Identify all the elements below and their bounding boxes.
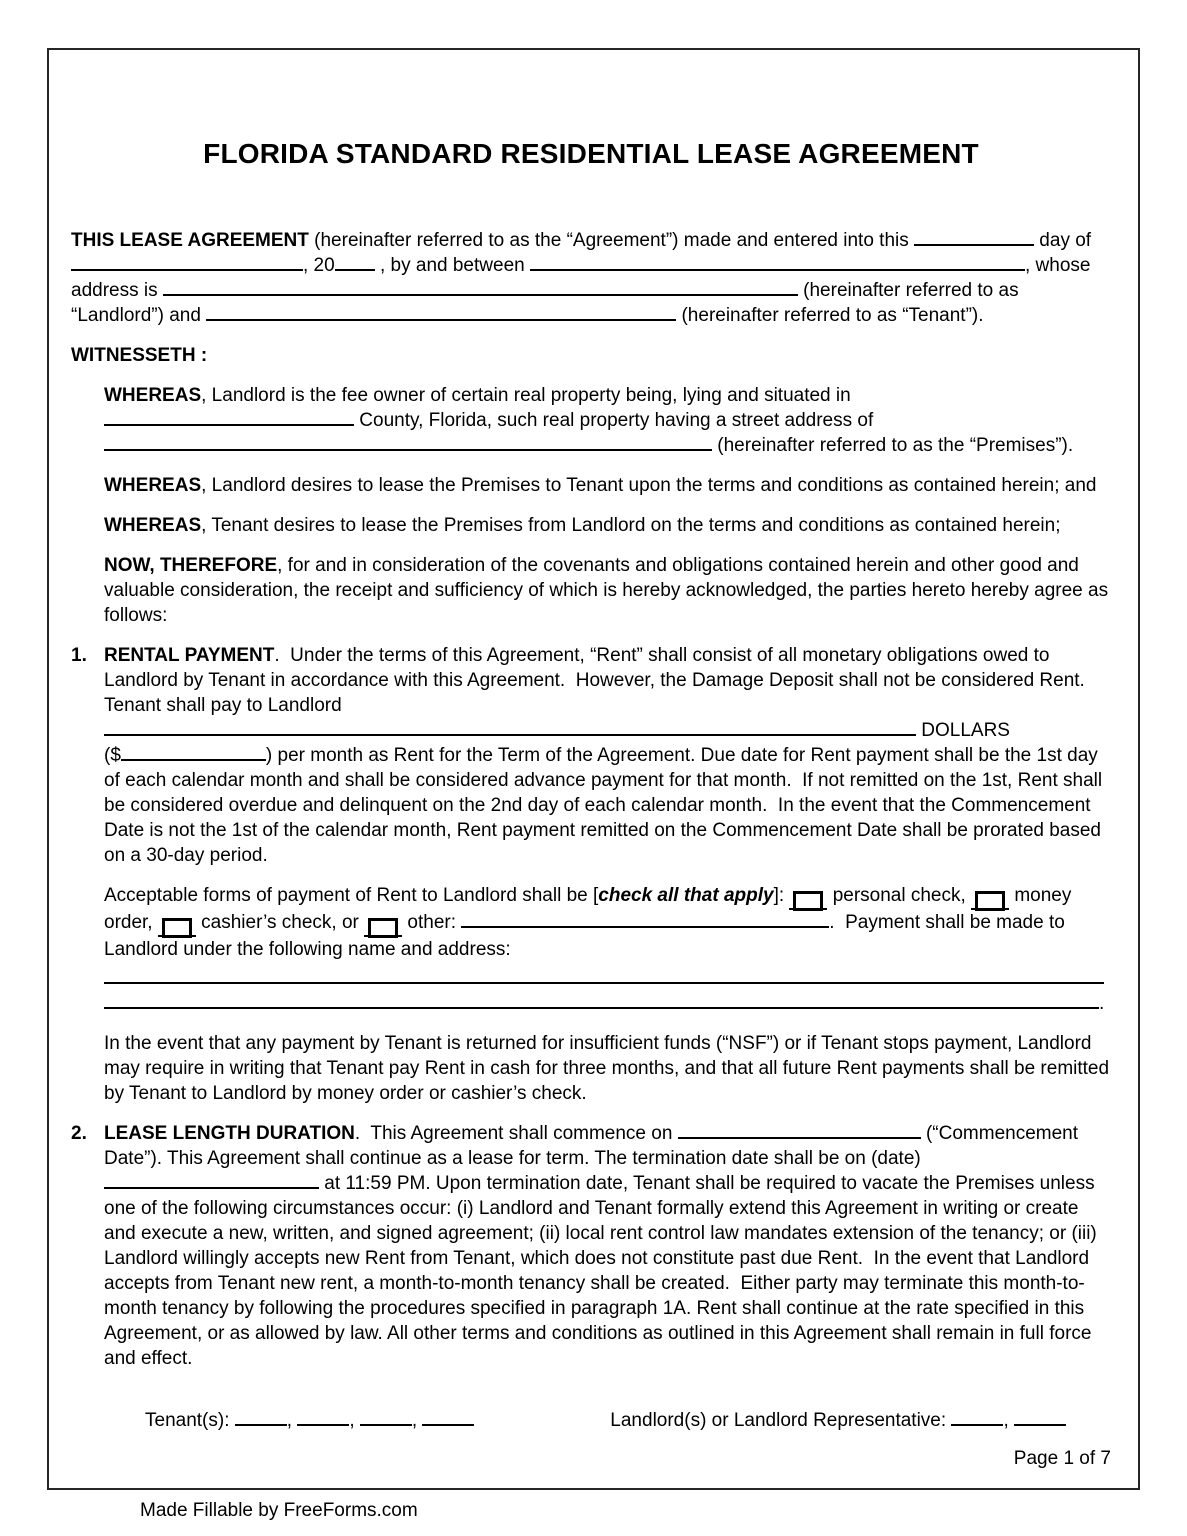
now-therefore-paragraph (104, 553, 1111, 628)
text-run: Landlord(s) or Landlord Representative: (610, 1410, 952, 1431)
text-run: , by and between (374, 255, 530, 276)
section-text (104, 1121, 1111, 1371)
payment-forms-paragraph (104, 883, 1111, 962)
text-run: County, Florida, such real property having a street address of (354, 410, 874, 431)
text-run: . This Agreement shall commence on (354, 1123, 678, 1144)
text-run: personal check, (827, 885, 972, 906)
blank-tenant-name[interactable] (206, 303, 676, 321)
tenant-initial-1[interactable] (235, 1408, 287, 1426)
text-run: , (349, 1410, 360, 1431)
text-run: check all that apply (598, 885, 774, 906)
document-body (71, 228, 1111, 1371)
text-run: (hereinafter referred to as the “Agreement”) made and entered into this (308, 230, 915, 251)
text-run: Tenant(s): (145, 1410, 235, 1431)
section-rental-payment (71, 643, 1111, 868)
text-run: , for and in consideration of the covenants and obligations contained herein and other good and valuable consideration, the receipt and sufficiency of which is hereby acknowledged, the parties hereto hereby agree as follows: (104, 555, 1109, 626)
text-run: . Under the terms of this Agreement, “Rent” shall consist of all monetary obligations owed to Landlord by Tenant in accordance with this Agreement. However, the Damage Deposit shall not be considered Rent. Tenant shall pay to Landlord (104, 645, 1085, 716)
tenant-initial-3[interactable] (360, 1408, 412, 1426)
blank-rent-amount-words[interactable] (104, 718, 916, 736)
blank-day[interactable] (914, 228, 1034, 246)
document-title: FLORIDA STANDARD RESIDENTIAL LEASE AGREEMENT (203, 138, 979, 169)
blank-payee-line-1[interactable] (104, 966, 1104, 984)
blank-payee-line-2[interactable] (104, 991, 1099, 1009)
text-run: In the event that any payment by Tenant is returned for insufficient funds (“NSF”) or if Tenant stops payment, Landlord may require in writing that Tenant pay Rent in cash for three months, and that all future Rent payments shall be remitted by Tenant to Landlord by money order or cashier’s check. (104, 1033, 1110, 1104)
document-page (47, 48, 1140, 1490)
checkbox-personal-check[interactable] (789, 886, 827, 910)
text-run: NOW, THEREFORE (104, 555, 278, 576)
text-run: WHEREAS (104, 475, 202, 496)
text-run: THIS LEASE AGREEMENT (71, 230, 309, 251)
payee-name-address-lines (104, 966, 1111, 1016)
blank-year[interactable] (335, 253, 375, 271)
text-run: ]: (773, 885, 790, 906)
text-run: Acceptable forms of payment of Rent to Landlord shall be [ (104, 885, 599, 906)
blank-landlord-name[interactable] (530, 253, 1025, 271)
text-run: . (1099, 993, 1105, 1014)
tenant-initial-4[interactable] (422, 1408, 474, 1426)
text-run: money order, (104, 885, 1072, 933)
blank-rent-amount-numeric[interactable] (121, 743, 266, 761)
checkbox-money-order[interactable] (971, 886, 1009, 910)
text-run: , Landlord desires to lease the Premises to Tenant upon the terms and conditions as contained herein; and (201, 475, 1097, 496)
blank-landlord-address[interactable] (163, 278, 798, 296)
checkbox-other[interactable] (364, 913, 402, 937)
text-run: cashier’s check, or (195, 912, 365, 933)
checkbox-cashiers-check[interactable] (158, 913, 196, 937)
text-run: WHEREAS (104, 385, 202, 406)
text-run: , Landlord is the fee owner of certain real property being, lying and situated in (201, 385, 851, 406)
text-run: , (1003, 1410, 1014, 1431)
text-run: WHEREAS (104, 515, 202, 536)
blank-commencement-date[interactable] (678, 1121, 921, 1139)
checkbox-box-icon (368, 918, 398, 938)
text-run: WITNESSETH : (71, 345, 208, 366)
text-run: at 11:59 PM. Upon termination date, Tenant shall be required to vacate the Premises unless one of the following circumstances occur: (i) Landlord and Tenant formally extend this Agreement in writing or create and execute a new, written, and signed agreement; (ii) local rent control law mandates extension of the tenancy; or (iii) Landlord willingly accepts new Rent from Tenant, which does not constitute past due Rent. In the event that Landlord accepts from Tenant new rent, a month-to-month tenancy shall be created. Either party may terminate this month-to-month tenancy by following the procedures specified in paragraph 1A. Rent shall continue at the rate specified in this Agreement, or as allowed by law. All other terms and conditions as outlined in this Agreement shall remain in full force and effect. (104, 1173, 1097, 1369)
text-run: DOLLARS (916, 720, 1010, 741)
text-run: RENTAL PAYMENT (104, 645, 275, 666)
landlord-initial-2[interactable] (1014, 1408, 1066, 1426)
text-run: , Tenant desires to lease the Premises from Landlord on the terms and conditions as contained herein; (201, 515, 1061, 536)
checkbox-box-icon (793, 891, 823, 911)
text-run: ($ (104, 745, 121, 766)
text-run: ) per month as Rent for the Term of the Agreement. Due date for Rent payment shall be the 1st day of each calendar month and shall be considered advance payment for that month. If not remitted on the 1st, Rent shall be considered overdue and delinquent on the 2nd day of each calendar month. In the event that the Commencement Date is not the 1st of the calendar month, Rent payment remitted on the Commencement Date shall be prorated based on a 30-day period. (104, 745, 1103, 866)
blank-other-payment[interactable] (461, 910, 829, 928)
landlord-initial-1[interactable] (951, 1408, 1003, 1426)
signature-initial-row (145, 1408, 1066, 1433)
section-number: 2. (71, 1123, 87, 1144)
text-run: (hereinafter referred to as the “Premises”). (712, 435, 1074, 456)
blank-county[interactable] (104, 408, 354, 426)
tenant-initial-2[interactable] (297, 1408, 349, 1426)
text-run: , 20 (303, 255, 335, 276)
witnesseth-heading (71, 343, 1111, 368)
text-run: (hereinafter referred to as “Landlord”) and (71, 280, 1019, 326)
credit-text: Made Fillable by FreeForms.com (140, 1500, 418, 1521)
checkbox-box-icon (975, 891, 1005, 911)
text-run: day of (1034, 230, 1092, 251)
page-number: Page 1 of 7 (1013, 1448, 1111, 1469)
intro-paragraph (71, 228, 1111, 328)
text-run: , whose address is (71, 255, 1091, 301)
page-content (49, 138, 1138, 1371)
landlord-signature-line (610, 1408, 1066, 1433)
text-run: LEASE LENGTH DURATION (104, 1123, 355, 1144)
whereas-owner-paragraph (104, 383, 1111, 458)
checkbox-box-icon (162, 918, 192, 938)
text-run: other: (402, 912, 462, 933)
blank-month[interactable] (71, 253, 303, 271)
section-lease-length-duration (71, 1121, 1111, 1371)
text-run: , (286, 1410, 298, 1431)
section-text (104, 643, 1111, 868)
whereas-landlord-paragraph (104, 473, 1111, 498)
section-number: 1. (71, 645, 87, 666)
text-run: (hereinafter referred to as “Tenant”). (676, 305, 984, 326)
blank-street-address[interactable] (104, 433, 712, 451)
blank-termination-date[interactable] (104, 1171, 319, 1189)
text-run: . Payment shall be made to Landlord under the following name and address: (104, 912, 1065, 960)
nsf-paragraph (104, 1031, 1111, 1106)
text-run: , (411, 1410, 423, 1431)
whereas-tenant-paragraph (104, 513, 1111, 538)
text-run: (“Commencement Date”). This Agreement shall continue as a lease for term. The termination date shall be on (date) (104, 1123, 1079, 1169)
tenant-signature-line (145, 1408, 474, 1433)
